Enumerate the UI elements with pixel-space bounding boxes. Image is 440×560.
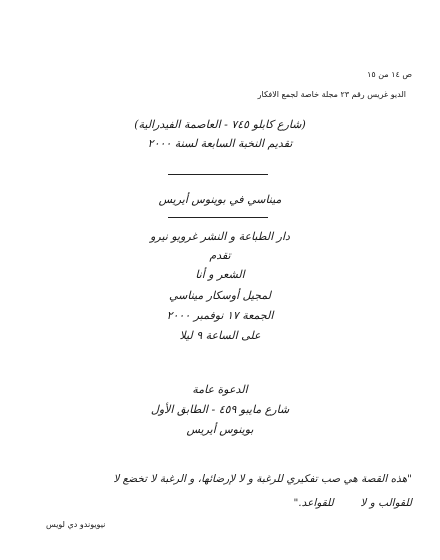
quote-line: "هذه القصة هي صب تفكيري للرغبة و لا لإرضائها، و الرغبة لا تخضع لا [113,473,412,485]
divider-line [168,174,268,175]
page-number: ص ١٤ من ١٥ [367,70,412,79]
signature: نيويوندو دي لويس [46,520,106,529]
invitation-line: على الساعة ٩ ليلا [179,329,261,342]
venue-line: بوينوس أيريس [186,423,254,436]
quote-line: للقوالب و لا للقواعد." [293,497,412,509]
divider-line [168,217,268,218]
invitation-line: تقدم [209,249,231,262]
invitation-line: لمجيل أوسكار ميناسي [168,289,272,302]
presentation-line: تقديم النخبة السابعة لسنة ٢٠٠٠ [147,137,293,150]
address-line: (شارع كابلو ٧٤٥ - العاصمة الفيدرالية) [134,118,306,131]
invitation-line: الشعر و أنا [195,268,245,281]
invitation-line: الجمعة ١٧ نوفمبر ٢٠٠٠ [166,309,274,322]
venue-line: شارع مايبو ٤٥٩ - الطابق الأول [150,403,290,416]
invitation-line: دار الطباعة و النشر غرويو نيرو [150,230,290,243]
header-note: الديو غريس رقم ٢٣ مجلة خاصة لجمع الافكار [257,90,406,99]
venue-line: الدعوة عامة [192,383,248,396]
event-title: ميناسي في بوينوس أيريس [158,193,282,206]
